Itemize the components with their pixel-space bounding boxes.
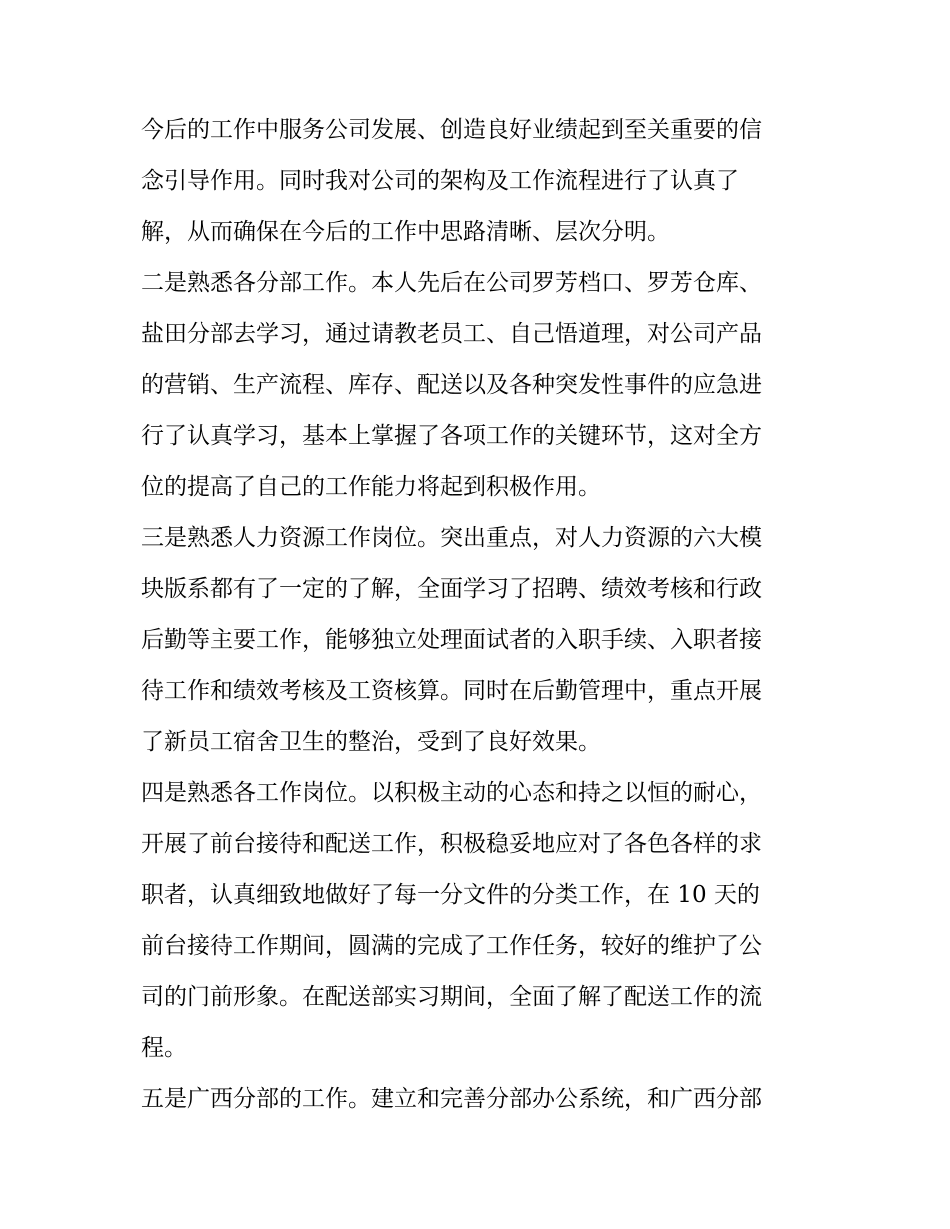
text-line: 念引导作用。同时我对公司的架构及工作流程进行了认真了 (141, 168, 739, 194)
text-line: 前台接待工作期间，圆满的完成了工作任务，较好的维护了公 (141, 933, 762, 959)
paragraph-1 (141, 105, 813, 258)
text-line: 职者，认真细致地做好了每一分文件的分类工作，在 10 天的 (141, 882, 760, 908)
text-line: 盐田分部去学习，通过请教老员工、自己悟道理，对公司产品 (141, 321, 762, 347)
text-line: 块版系都有了一定的了解，全面学习了招聘、绩效考核和行政 (141, 576, 762, 602)
text-line: 开展了前台接待和配送工作，积极稳妥地应对了各色各样的求 (141, 831, 762, 857)
text-line: 行了认真学习，基本上掌握了各项工作的关键环节，这对全方 (141, 423, 762, 449)
text-line: 四是熟悉各工作岗位。以积极主动的心态和持之以恒的耐心， (141, 780, 762, 806)
text-line: 程。 (141, 1035, 187, 1061)
text-line: 后勤等主要工作，能够独立处理面试者的入职手续、入职者接 (141, 627, 762, 653)
text-line: 三是熟悉人力资源工作岗位。突出重点，对人力资源的六大模 (141, 525, 762, 551)
document-body (141, 105, 813, 1125)
text-line: 待工作和绩效考核及工资核算。同时在后勤管理中，重点开展 (141, 678, 762, 704)
paragraph-5 (141, 1074, 813, 1125)
text-line: 今后的工作中服务公司发展、创造良好业绩起到至关重要的信 (141, 117, 762, 143)
text-line: 司的门前形象。在配送部实习期间，全面了解了配送工作的流 (141, 984, 762, 1010)
paragraph-2 (141, 258, 813, 513)
text-line: 解，从而确保在今后的工作中思路清晰、层次分明。 (141, 219, 670, 245)
text-line: 五是广西分部的工作。建立和完善分部办公系统，和广西分部 (141, 1086, 762, 1112)
text-line: 二是熟悉各分部工作。本人先后在公司罗芳档口、罗芳仓库、 (141, 270, 762, 296)
text-line: 的营销、生产流程、库存、配送以及各种突发性事件的应急进 (141, 372, 762, 398)
text-line: 了新员工宿舍卫生的整治，受到了良好效果。 (141, 729, 601, 755)
paragraph-3 (141, 513, 813, 768)
text-line: 位的提高了自己的工作能力将起到积极作用。 (141, 474, 601, 500)
paragraph-4 (141, 768, 813, 1074)
